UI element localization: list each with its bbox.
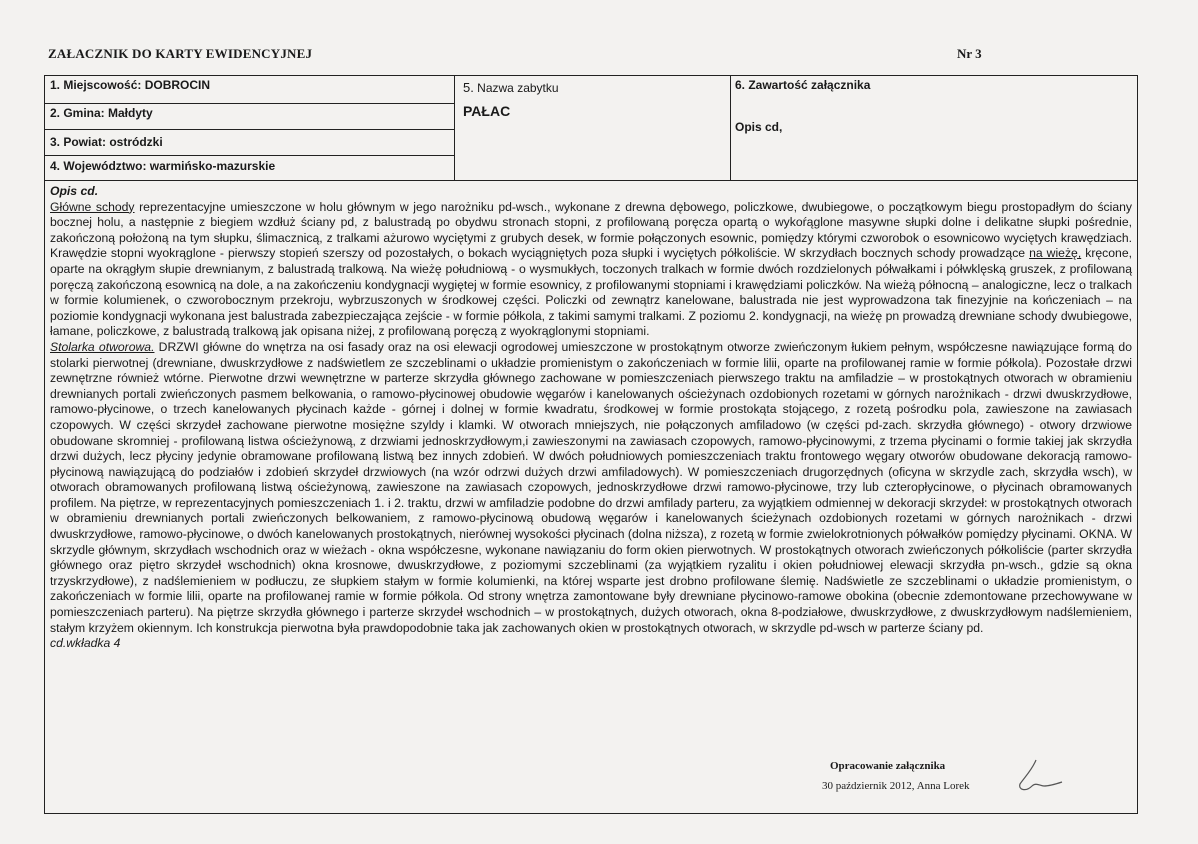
field-miejscowosc: 1. Miejscowość: DOBROCIN [45,76,455,104]
paragraph-joinery [50,340,1132,636]
section-divider [45,180,1137,181]
field-zawartosc [731,76,1137,180]
zawartosc-value: Opis cd, [735,120,783,134]
handwritten-signature [1010,756,1070,796]
description-body [50,184,1132,652]
field-powiat: 3. Powiat: ostródzki [45,130,455,156]
stairs-heading: Główne schody [50,199,135,214]
description-heading: Opis cd. [50,184,99,198]
field-wojewodztwo: 4. Województwo: warmińsko-mazurskie [45,156,455,180]
document-title: ZAŁACZNIK DO KARTY EWIDENCYJNEJ [48,46,313,61]
form-frame [44,75,1138,814]
stairs-tower-ref: na wieżę, [1029,246,1082,261]
stairs-text-a: reprezentacyjne umieszczone w holu głównym w jego narożniku pd-wsch., wykonane z drewna dębowego, policzkowe, dwubiegowe, o początkowym biegu prostopadłym do ściany bocznej holu, a następnie z biegiem wzdłuż ściany pd, z balustradą po obydwu stronach stopni, z profilowaną poręcza opartą o wykoŕąglone masywne słupki dolne i delikatne słupki pośrednie, zakończoną położoną na tym słupku, ślimacznicą, z tralkami ażurowo wyciętymi z grubych desek, w formie połączonych esownic, pomiędzy którymi czworobok o esownicowo wyciętych krawędziach. Krawędzie stopni wyokrąglone - pierwszy stopień szerszy od pozostałych, o bokach wyciągniętych poza słupki i wyciętych półkoliście. W skrzydłach bocznych schody prowadzące [50,199,1132,261]
nazwa-label-text: Nazwa zabytku [473,81,559,95]
stairs-text-b: kręcone, oparte na okrągłym słupie drewnianym, z balustradą tralkową. Na wieżę południową - o wysmukłych, toczonych tralkach w formie dwóch rozdzielonych półwałkami i półwklęską gruszek, z profilowaną poręczą zakończoną esownicą na dole, a na zakończeniu kondygnacji wygiętej w formie esownicy, z profilowanymi stopniami i krawędziami policzków. Na wieżą północną – analogiczne, lecz o tralkach w formie kolumienek, o czworobocznym przekroju, wybrzuszonych w środkowej części. Policzki od zewnątrz kanelowane, balustrada nie jest wyprowadzona tak finezyjnie na kończeniach – na poziomie kondygnacji wykonana jest balustrada zabezpieczająca zejście - w formie półkola, z takimi samymi tralkami. Z poziomu 2. kondygnacji, na wieżę pn prowadzą drewniane schody dwubiegowe, łamane, policzkowe, z balustradą tralkową jak opisana niżej, z profilowaną poręczą z wyokrąglonymi stopniami. [50,246,1132,339]
field-nazwa-zabytku [455,76,731,180]
paragraph-stairs [50,200,1132,340]
nazwa-number: 5. [463,80,474,95]
nazwa-value: PAŁAC [463,103,511,119]
joinery-heading: Stolarka otworowa. [50,339,155,354]
document-number: Nr 3 [957,46,982,61]
continuation-note: cd.wkładka 4 [50,636,121,651]
joinery-text: DRZWI główne do wnętrza na osi fasady oraz na osi elewacji ogrodowej umieszczone w prostokątnym otworze zwieńczonym łukiem pełnym, współczesne nawiązujące formą do stolarki pierwotnej (drewniane, dwuskrzydłowe z nadświetlem ze szczeblinami o układzie promienistym o zakończeniach w formie lilii, oparte na profilowanej ramie w formie półkola). Pozostałe drzwi zewnętrzne również wtórne. Pierwotne drzwi wewnętrzne w parterze skrzydła głównego zachowane w pomieszczeniach pierwszego traktu na amfiladzie – w prostokątnych otworach w obramieniu drewnianych portali zwieńczonych pasmem belkowania, o ramowo-płycinowej obudowie węgarów i kanelowanych ościeżynach ozdobionych rozetami w górnych narożnikach - drzwi dwuskrzydłowe, ramowo-płycinowe, o trzech kanelowanych płycinach każde - górnej i dolnej w formie kwadratu, środkowej w formie prostokąta stojącego, z rozetą pośrodku pola, zawieszone na zawiasach czopowych. W części skrzydeł zachowane pierwotne mosiężne szyldy i klamki. W otworach mniejszych, nie połączonych amfiladowo (w części pd-zach. skrzydła głównego) - otwory drzwiowe obudowane skromniej - profilowaną listwa ościeżynową, z drzwiami jednoskrzydłowym,i zawieszonymi na zawiasach czopowych, ramowo-płycinowymi, z trzema płycinami o formie takiej jak skrzydła drzwi dużych, lecz płyciny jedynie obramowane profilowaną listwą bez innych zdobień. W dwóch południowych pomieszczeniach traktu frontowego węgary otworów obudowane dekoracją ramowo-płycinową nawiązującą do podziałów i zdobień skrzydeł drzwiowych (na wzór odrzwi dużych drzwi amfiladowych). W pomieszczeniach drugorzędnych (oficyna w skrzydle zach, skrzydła wsch), w otworach obramowanych profilowaną listwą ościeżynową, zawieszone na zawiasach czopowych, jednoskrzydłowe drzwi ramowo-płycinowe, trzy lub czteropłycinowe, o płycinach obramowanych profilem. Na piętrze, w reprezentacyjnych pomieszczeniach 1. i 2. traktu, drzwi w amfiladzie podobne do drzwi amfilady parteru, za wyjątkiem odmiennej w dekoracji skrzydeł: w prostokątnych otworach w obramieniu drewnianych portali zwieńczonych belkowaniem, z ramowo-płycinową obudową węgarów i kanelowanych ścieżynach ozdobionych rozetami w górnych narożnikach - drzwi dwuskrzydłowe, ramowo-płycinowe, o dwóch kanelowanych prostokątnych, nierównej wysokości płycinach (dolna niższa), z rozetą w formie zwielokrotnionych półwałków pomiędzy płycinami. OKNA. W skrzydle głównym, skrzydłach wschodnich oraz w wieżach - okna współczesne, wykonane nawiązaniu do form okien pierwotnych. W prostokątnych otworach zwieńczonych półkoliście (parter skrzydła głównego oraz piętro skrzydeł wschodnich) okna krosnowe, dwuskrzydłowe, z poziomymi szczeblinami (za wyjątkiem ryzalitu i okien południowej elewacji skrzydła pn-wsch., gdzie są okna trzyskrzydłowe), z nadślemieniem w podłuczu, ze słupkiem stałym w formie kolumienki, na której wsparte jest drobno profilowane ślemię. Nadświetle ze szczeblinami o układzie promienistym, o zakończeniach w formie lilii, oparte na profilowanej ramie w formie półkola. Od strony wnętrza zamontowane były drewniane płycinowo-ramowe obokina (obecnie zdemontowane przechowywane w pomieszczeniach parteru). Na piętrze skrzydła głównego i parterze skrzydeł wschodnich – w prostokątnych, dużych otworach, okna 8-podziałowe, dwuskrzydłowe, z dwuskrzydłowym nadślemieniem, stałym krzyżem okiennym. Ich konstrukcja pierwotna była prawdopodobnie taka jak zachowanych okien w prostokątnych otworach, w skrzydle pd-wsch w parterze ściany pd. [50,339,1132,635]
prepared-by: 30 październik 2012, Anna Lorek [822,780,970,792]
prepared-label: Opracowanie załącznika [830,760,946,772]
nazwa-label [463,80,722,95]
zawartosc-label: 6. Zawartość załącznika [735,78,871,92]
field-gmina: 2. Gmina: Małdyty [45,104,455,130]
